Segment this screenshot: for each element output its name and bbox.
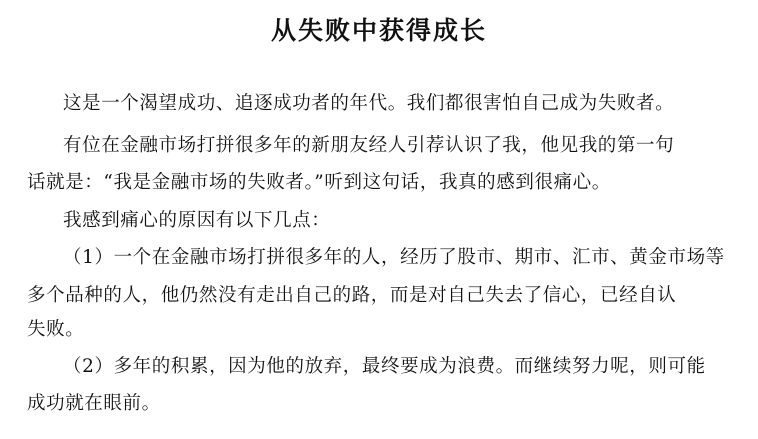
paragraph-2-line-1: 有位在金融市场打拼很多年的新朋友经人引荐认识了我，他见我的第一句 xyxy=(63,135,675,156)
paragraph-2-line-2: 话就是：“我是金融市场的失败者。”听到这句话，我真的感到很痛心。 xyxy=(27,172,611,193)
paragraph-1-line-1: 这是一个渴望成功、追逐成功者的年代。我们都很害怕自己成为失败者。 xyxy=(63,93,675,114)
paragraph-4-line-3: 失败。 xyxy=(27,319,85,340)
paragraph-5-line-1: （2）多年的积累，因为他的放弃，最终要成为浪费。而继续努力呢，则可能 xyxy=(63,356,706,377)
article-title: 从失败中获得成长 xyxy=(270,16,487,45)
paragraph-5-line-2: 成功就在眼前。 xyxy=(27,393,161,414)
paragraph-4-line-2: 多个品种的人，他仍然没有走出自己的路，而是对自己失去了信心，已经自认 xyxy=(27,285,677,306)
paragraph-3-line-1: 我感到痛心的原因有以下几点： xyxy=(63,210,331,231)
paragraph-4-line-1: （1）一个在金融市场打拼很多年的人，经历了股市、期市、汇市、黄金市场等 xyxy=(63,247,725,268)
